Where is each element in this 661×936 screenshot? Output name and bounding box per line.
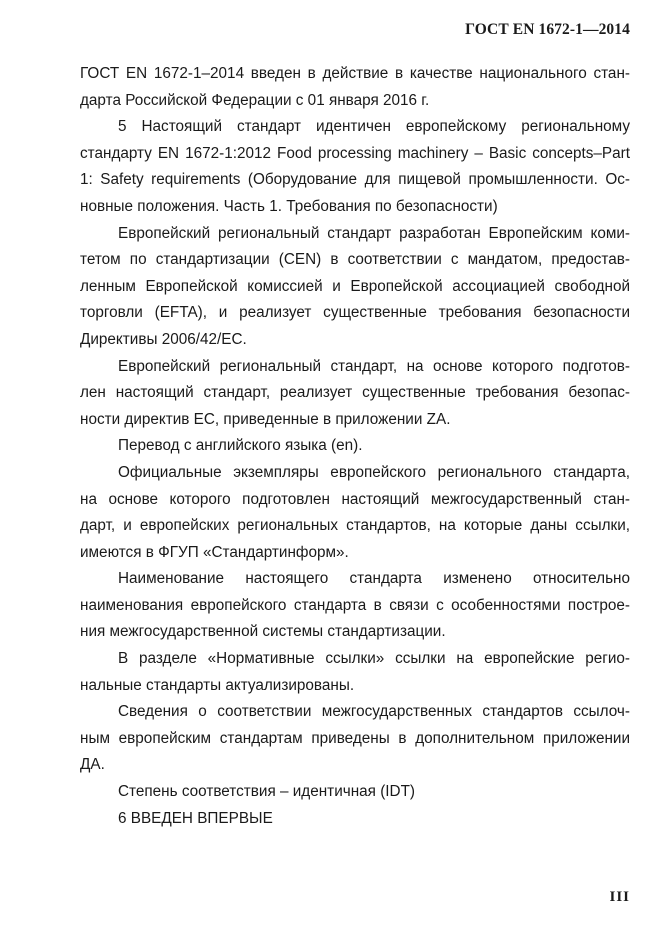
text-line: Наименование настоящего стандарта изменено относительно xyxy=(118,570,630,588)
text-line: Степень соответствия – идентичная (IDT) xyxy=(118,783,416,801)
text-line: ности директив ЕС, приведенные в приложении ZA. xyxy=(80,410,451,428)
text-line: новные положения. Часть 1. Требования по безопасности) xyxy=(80,197,498,215)
text-line: Сведения о соответствии межгосударственных стандартов ссылоч- xyxy=(118,703,630,721)
text-line: дарта Российской Федерации с 01 января 2016 г. xyxy=(80,91,430,109)
text-line: 6 ВВЕДЕН ВПЕРВЫЕ xyxy=(118,809,273,827)
document-body xyxy=(80,61,630,832)
text-line: ГОСТ EN 1672-1–2014 введен в действие в качестве национального стан- xyxy=(80,65,630,82)
text-line: дарт, и европейских региональных стандартов, на которые даны ссылки, xyxy=(80,517,630,535)
page-number: III xyxy=(609,889,630,905)
text-line: ленным Европейской комиссией и Европейской ассоциацией свободной xyxy=(80,277,630,295)
text-line: на основе которого подготовлен настоящий межгосударственный стан- xyxy=(80,490,630,508)
text-line: Европейский региональный стандарт разработан Европейским коми- xyxy=(118,224,630,242)
text-line: В разделе «Нормативные ссылки» ссылки на европейские регио- xyxy=(118,650,630,668)
text-line: наименования европейского стандарта в связи с особенностями построе- xyxy=(80,596,630,614)
text-line: ДА. xyxy=(80,756,105,774)
text-line: Официальные экземпляры европейского регионального стандарта, xyxy=(118,463,630,481)
text-line: Директивы 2006/42/EC. xyxy=(80,330,247,348)
text-line: Европейский региональный стандарт, на основе которого подготов- xyxy=(118,357,630,375)
text-line: имеются в ФГУП «Стандартинформ». xyxy=(80,543,349,561)
text-line: лен настоящий стандарт, реализует существенные требования безопас- xyxy=(80,384,630,402)
text-line: ным европейским стандартам приведены в дополнительном приложении xyxy=(80,729,630,747)
text-line: тетом по стандартизации (CEN) в соответствии с мандатом, предостав- xyxy=(80,251,630,269)
text-line: стандарту EN 1672-1:2012 Food processing machinery – Basic concepts–Part xyxy=(80,144,630,162)
text-line: ния межгосударственной системы стандартизации. xyxy=(80,623,446,641)
text-line: 5 Настоящий стандарт идентичен европейскому региональному xyxy=(118,118,630,136)
text-line: торговли (EFTA), и реализует существенные требования безопасности xyxy=(80,304,630,322)
text-line: нальные стандарты актуализированы. xyxy=(80,676,355,694)
text-line: 1: Safety requirements (Оборудование для пищевой промышленности. Ос- xyxy=(80,171,630,189)
text-line: Перевод с английского языка (en). xyxy=(118,437,363,455)
document-header-title: ГОСТ EN 1672-1—2014 xyxy=(465,21,630,38)
